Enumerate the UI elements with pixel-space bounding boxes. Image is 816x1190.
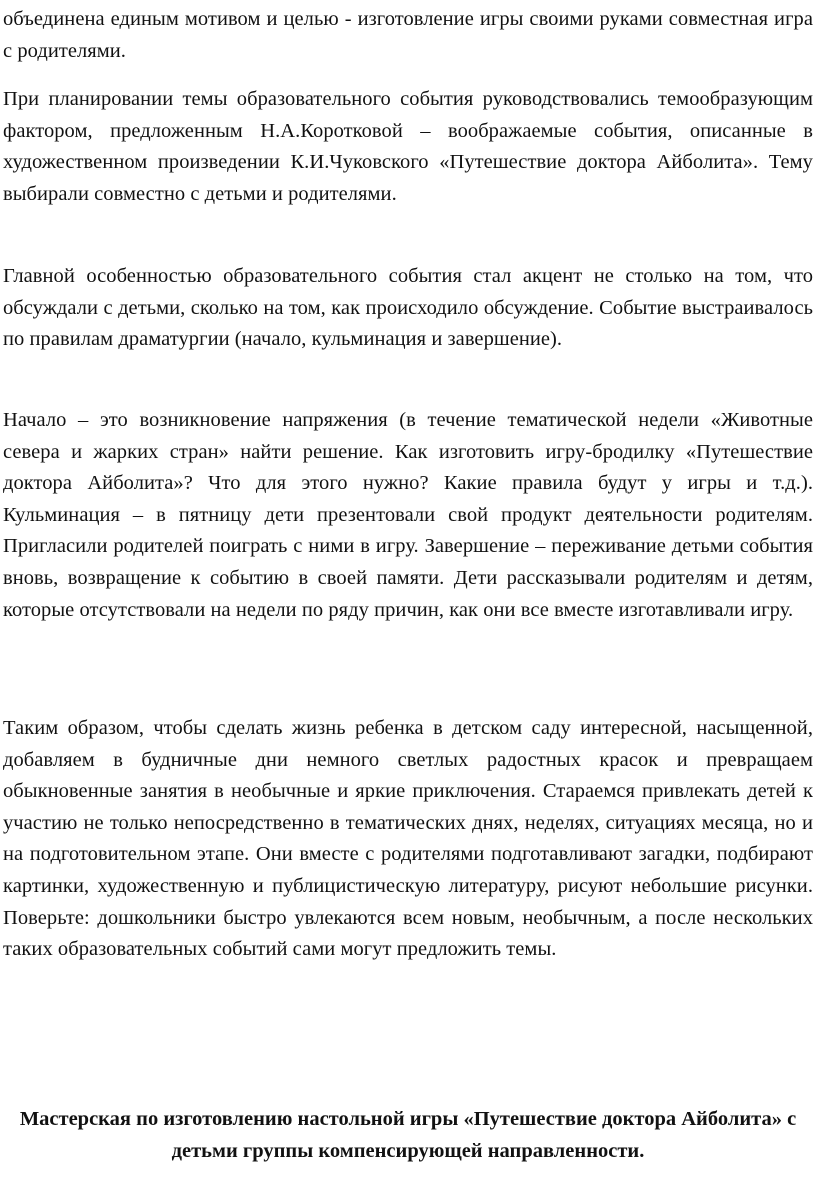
paragraph-intro-continuation: объединена единым мотивом и целью - изготовление игры своими руками совместная игра с родителями. bbox=[3, 8, 813, 62]
paragraph-event-structure: Начало – это возникновение напряжения (в течение тематической недели «Животные севера и жарких стран» найти решение. Как изготовить игру-бродилку «Путешествие доктора Айболита»? Что для этого нужно? Какие правила будут у игры и т.д.). Кульминация – в пятницу дети презентовали свой продукт деятельности родителям. Пригласили родителей поиграть с ними в игру. Завершение – переживание детьми события вновь, возвращение к событию в своей памяти. Дети рассказывали родителям и детям, которые отсутствовали на недели по ряду причин, как они все вместе изготавливали игру. bbox=[3, 409, 813, 621]
section-heading: Мастерская по изготовлению настольной игры «Путешествие доктора Айболита» с детьми группы компенсирующей направленности. bbox=[19, 1108, 797, 1162]
paragraph-event-feature: Главной особенностью образовательного события стал акцент не столько на том, что обсуждали с детьми, сколько на том, как происходило обсуждение. Событие выстраивалось по правилам драматургии (начало, кульминация и завершение). bbox=[3, 265, 813, 351]
paragraph-conclusion: Таким образом, чтобы сделать жизнь ребенка в детском саду интересной, насыщенной, добавляем в будничные дни немного светлых радостных красок и превращаем обыкновенные занятия в необычные и яркие приключения. Стараемся привлекать детей к участию не только непосредственно в тематических днях, неделях, ситуациях месяца, но и на подготовительном этапе. Они вместе с родителями подготавливают загадки, подбирают картинки, художественную и публицистическую литературу, рисуют небольшие рисунки. Поверьте: дошкольники быстро увлекаются всем новым, необычным, а после нескольких таких образовательных событий сами могут предложить темы. bbox=[3, 717, 813, 961]
paragraph-theme-planning: При планировании темы образовательного события руководствовались темообразующим фактором, предложенным Н.А.Коротковой – воображаемые события, описанные в художественном произведении К.И.Чуковского «Путешествие доктора Айболита». Тему выбирали совместно с детьми и родителями. bbox=[3, 88, 813, 205]
